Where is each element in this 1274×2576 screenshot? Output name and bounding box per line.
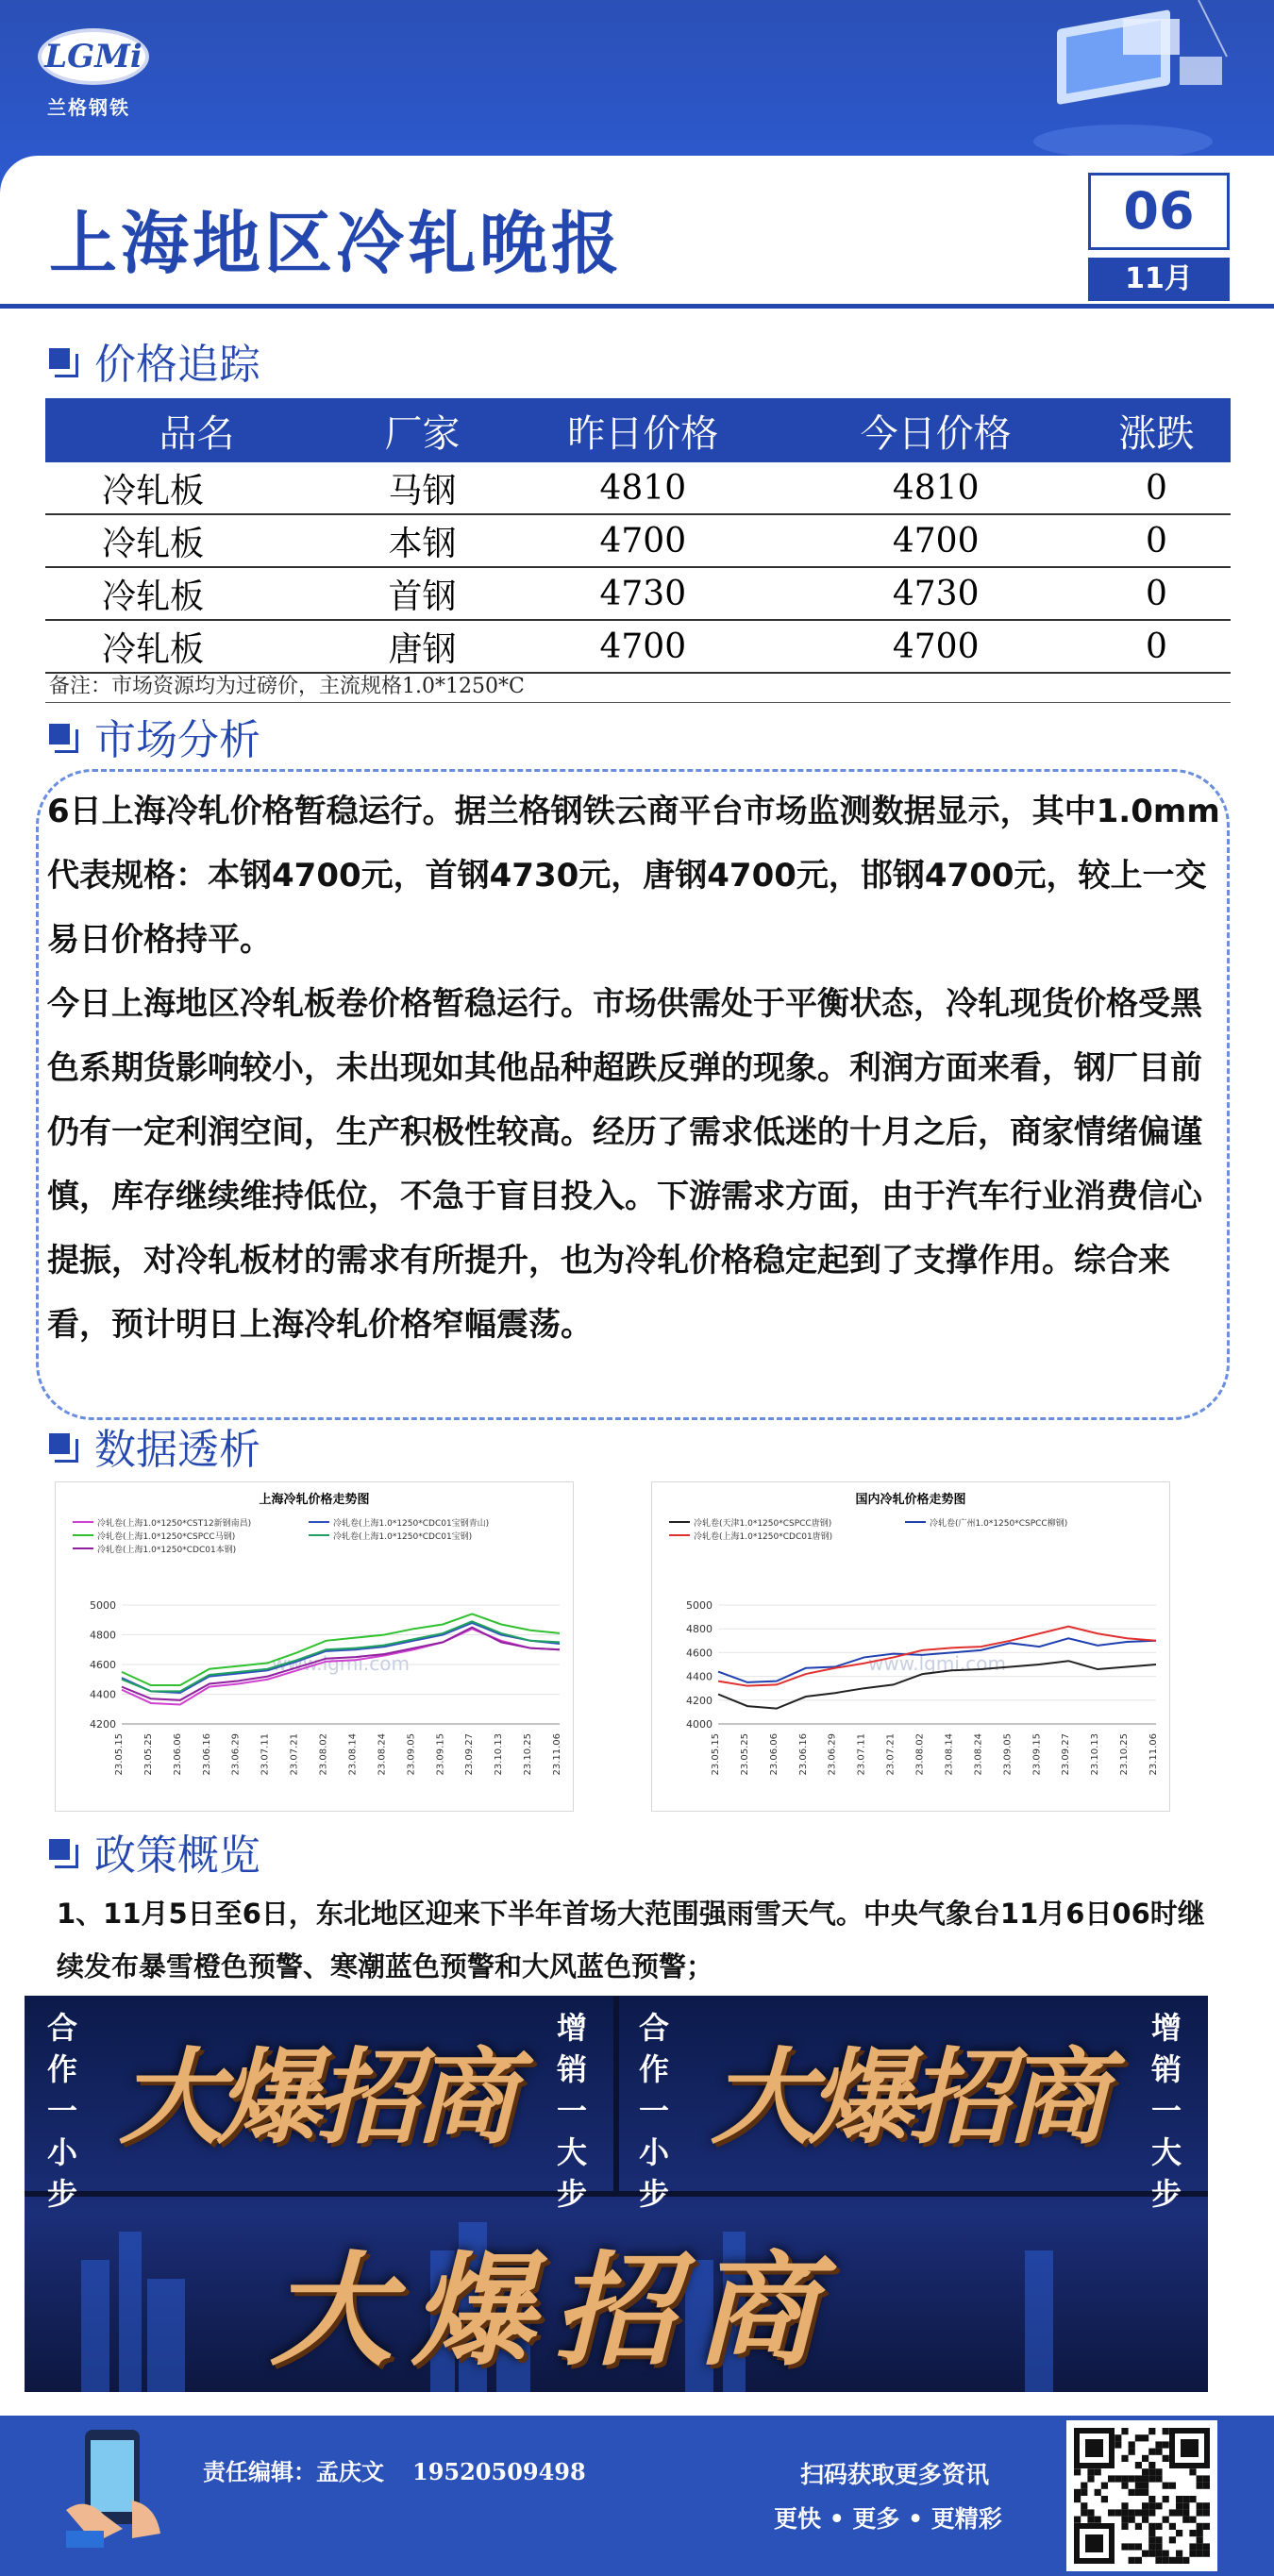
qr-module — [1203, 2543, 1210, 2550]
x-tick-label: 23.05.25 — [142, 1733, 154, 1776]
qr-module — [1155, 2523, 1162, 2530]
qr-module — [1197, 2523, 1203, 2530]
qr-module — [1163, 2496, 1169, 2502]
editor-name: 孟庆文 — [316, 2458, 384, 2485]
qr-module — [1197, 2551, 1203, 2557]
qr-module — [1129, 2489, 1135, 2496]
banner-title-3: 大爆招商 — [270, 2238, 837, 2383]
qr-module — [1148, 2468, 1155, 2475]
qr-module — [1135, 2462, 1142, 2468]
qr-module — [1135, 2543, 1142, 2550]
x-tick-label: 23.07.21 — [885, 1733, 897, 1776]
section-price-title: 价格追踪 — [94, 341, 260, 389]
qr-module — [1081, 2502, 1087, 2509]
qr-module — [1203, 2475, 1210, 2482]
cell: 4810 — [496, 462, 789, 514]
qr-module — [1148, 2502, 1155, 2509]
qr-module — [1115, 2509, 1121, 2516]
qr-module — [1176, 2496, 1182, 2502]
qr-module — [1182, 2517, 1189, 2523]
slogan-char: 小 — [46, 2134, 77, 2170]
note-divider — [45, 702, 1231, 703]
date-day: 06 — [1088, 173, 1230, 250]
table-row — [45, 620, 1231, 673]
qr-module — [1074, 2517, 1081, 2523]
cell: 0 — [1082, 567, 1231, 620]
qr-module — [1203, 2483, 1210, 2489]
x-tick-label: 23.09.15 — [435, 1733, 446, 1776]
col-header: 昨日价格 — [496, 398, 789, 462]
slogan-char: 一 — [1150, 2093, 1182, 2129]
qr-module — [1148, 2523, 1155, 2530]
qr-module — [1182, 2502, 1189, 2509]
qr-module — [1095, 2489, 1101, 2496]
cell: 4700 — [496, 514, 789, 567]
editor-label: 责任编辑： — [203, 2458, 316, 2485]
qr-module — [1163, 2428, 1169, 2434]
qr-module — [1148, 2551, 1155, 2557]
qr-module — [1169, 2557, 1176, 2564]
qr-module — [1129, 2509, 1135, 2516]
table-row — [45, 567, 1231, 620]
qr-module — [1087, 2468, 1094, 2475]
qr-module — [1142, 2468, 1148, 2475]
section-price-heading — [49, 338, 260, 389]
qr-module — [1163, 2551, 1169, 2557]
slogan-char: 增 — [1150, 2010, 1182, 2046]
slogan-char: 步 — [1150, 2176, 1182, 2212]
qr-module — [1121, 2483, 1128, 2489]
qr-module — [1135, 2475, 1142, 2482]
legend-label: 冷轧卷(广州1.0*1250*CSPCC柳钢) — [930, 1519, 1068, 1529]
qr-module — [1101, 2483, 1108, 2489]
qr-module — [1197, 2536, 1203, 2543]
laptop-illustration-icon — [1010, 0, 1246, 165]
banner-left-slogan-1 — [43, 2007, 81, 2215]
x-tick-label: 23.10.25 — [1119, 1733, 1131, 1776]
x-tick-label: 23.08.24 — [377, 1733, 388, 1776]
cell: 冷轧板 — [45, 567, 348, 620]
slogan-char: 小 — [638, 2134, 669, 2170]
qr-module — [1087, 2517, 1094, 2523]
y-tick-label: 4600 — [90, 1659, 116, 1671]
qr-module — [1189, 2530, 1196, 2536]
qr-module — [1074, 2489, 1081, 2496]
qr-module — [1148, 2509, 1155, 2516]
col-header: 涨跌 — [1082, 398, 1231, 462]
qr-module — [1148, 2462, 1155, 2468]
cell: 唐钢 — [348, 620, 496, 673]
table-row — [45, 462, 1231, 514]
qr-module — [1197, 2475, 1203, 2482]
section-square-icon — [49, 1839, 74, 1864]
policy-text: 1、11月5日至6日，东北地区迎来下半年首场大范围强雨雪天气。中央气象台11月6日06时继续发布暴雪橙色预警、寒潮蓝色预警和大风蓝色预警； — [57, 1898, 1205, 1982]
slogan-char: 一 — [46, 2093, 77, 2129]
qr-module — [1142, 2517, 1148, 2523]
section-data-title: 数据透析 — [94, 1426, 260, 1474]
y-tick-label: 4000 — [686, 1718, 712, 1731]
analysis-paragraph-2: 今日上海地区冷轧板卷价格暂稳运行。市场供需处于平衡状态，冷轧现货价格受黑色系期货影响较小，未出现如其他品种超跌反弹的现象。利润方面来看，钢厂目前仍有一定利润空间，生产积极性较高。经历了需求低迷的十月之后，商家情绪偏谨慎，库存继续维持低位，不急于盲目投入。下游需求方面，由于汽车行业消费信心提振，对冷轧板材的需求有所提升，也为冷轧价格稳定起到了支撑作用。综合来看，预计明日上海冷轧价格窄幅震荡。 — [47, 985, 1202, 1344]
qr-module — [1169, 2523, 1176, 2530]
cell: 4700 — [789, 620, 1081, 673]
qr-module — [1129, 2517, 1135, 2523]
qr-module — [1155, 2441, 1162, 2448]
x-tick-label: 23.08.14 — [944, 1733, 955, 1776]
qr-module — [1182, 2557, 1189, 2564]
y-tick-label: 4800 — [90, 1629, 116, 1642]
legend-label: 冷轧卷(上海1.0*1250*CDC01宝钢青山) — [333, 1519, 490, 1529]
qr-module — [1155, 2449, 1162, 2455]
qr-module — [1148, 2428, 1155, 2434]
slogan-char: 大 — [1150, 2134, 1182, 2170]
qr-module — [1115, 2441, 1121, 2448]
cell: 本钢 — [348, 514, 496, 567]
y-tick-label: 4200 — [90, 1718, 116, 1731]
slogan-char: 步 — [46, 2176, 77, 2212]
qr-module — [1176, 2502, 1182, 2509]
qr-module — [1197, 2509, 1203, 2516]
qr-module — [1197, 2543, 1203, 2550]
legend-label: 冷轧卷(天津1.0*1250*CSPCC唐钢) — [694, 1519, 832, 1529]
x-tick-label: 23.07.11 — [856, 1733, 867, 1776]
qr-finder-core — [1181, 2439, 1199, 2457]
chart-watermark: www.lgmi.com — [868, 1652, 1006, 1675]
section-market-title: 市场分析 — [94, 716, 260, 764]
qr-module — [1203, 2502, 1210, 2509]
slogan-char: 步 — [556, 2176, 587, 2212]
qr-module — [1121, 2455, 1128, 2462]
qr-module — [1182, 2496, 1189, 2502]
x-tick-label: 23.10.13 — [1090, 1733, 1101, 1776]
x-tick-label: 23.11.06 — [1148, 1733, 1159, 1776]
footer-editor — [203, 2453, 586, 2486]
banner-title-2: 大爆招商 — [711, 2036, 1103, 2158]
qr-module — [1142, 2502, 1148, 2509]
qr-module — [1197, 2483, 1203, 2489]
qr-module — [1142, 2455, 1148, 2462]
legend-label: 冷轧卷(上海1.0*1250*CST12新钢南昌) — [97, 1519, 252, 1529]
qr-module — [1135, 2483, 1142, 2489]
x-tick-label: 23.09.15 — [1031, 1733, 1043, 1776]
legend-label: 冷轧卷(上海1.0*1250*CSPCC马钢) — [97, 1532, 236, 1542]
x-tick-label: 23.06.06 — [768, 1733, 779, 1776]
qr-module — [1169, 2509, 1176, 2516]
slogan-char: 增 — [556, 2010, 587, 2046]
qr-module — [1163, 2455, 1169, 2462]
slogan-char: 合 — [638, 2010, 669, 2046]
qr-module — [1163, 2517, 1169, 2523]
qr-module — [1203, 2509, 1210, 2516]
qr-module — [1121, 2543, 1128, 2550]
qr-module — [1115, 2475, 1121, 2482]
slogan-char: 一 — [556, 2093, 587, 2129]
slogan-char: 作 — [46, 2051, 77, 2087]
cell: 0 — [1082, 620, 1231, 673]
qr-finder-core — [1085, 2534, 1103, 2552]
y-tick-label: 4400 — [686, 1670, 712, 1683]
x-tick-label: 23.06.29 — [827, 1733, 838, 1776]
x-tick-label: 23.07.11 — [260, 1733, 271, 1776]
qr-module — [1197, 2502, 1203, 2509]
y-tick-label: 4200 — [686, 1694, 712, 1707]
qr-module — [1135, 2509, 1142, 2516]
slogan-char: 合 — [46, 2010, 77, 2046]
qr-module — [1101, 2496, 1108, 2502]
date-box — [1088, 173, 1230, 299]
price-table — [45, 398, 1231, 674]
qr-module — [1176, 2509, 1182, 2516]
slogan-char: 一 — [638, 2093, 669, 2129]
cell: 首钢 — [348, 567, 496, 620]
x-tick-label: 23.08.14 — [347, 1733, 359, 1776]
qr-module — [1129, 2557, 1135, 2564]
banner-title-1: 大爆招商 — [119, 2036, 511, 2158]
footer-slogan: 更快 • 更多 • 更精彩 — [774, 2505, 1002, 2533]
qr-module — [1148, 2496, 1155, 2502]
slogan-char: 步 — [638, 2176, 669, 2212]
chart-watermark: www.lgmi.com — [272, 1652, 410, 1675]
x-tick-label: 23.06.29 — [230, 1733, 242, 1776]
promo-banner[interactable] — [25, 1996, 1208, 2392]
section-square-icon — [49, 1433, 74, 1458]
y-tick-label: 4600 — [686, 1647, 712, 1660]
qr-module — [1095, 2468, 1101, 2475]
qr-module — [1155, 2536, 1162, 2543]
qr-module — [1142, 2551, 1148, 2557]
qr-module — [1108, 2475, 1115, 2482]
qr-module — [1163, 2557, 1169, 2564]
slogan-char: 大 — [556, 2134, 587, 2170]
qr-module — [1148, 2530, 1155, 2536]
section-data-heading — [49, 1423, 260, 1474]
qr-module — [1087, 2509, 1094, 2516]
col-header: 今日价格 — [789, 398, 1081, 462]
x-tick-label: 23.05.25 — [739, 1733, 750, 1776]
qr-module — [1074, 2468, 1081, 2475]
x-tick-label: 23.11.06 — [552, 1733, 562, 1776]
qr-module — [1148, 2449, 1155, 2455]
qr-module — [1197, 2530, 1203, 2536]
x-tick-label: 23.09.27 — [464, 1733, 476, 1776]
cell: 0 — [1082, 514, 1231, 567]
x-tick-label: 23.05.15 — [711, 1733, 721, 1776]
qr-code-icon[interactable] — [1066, 2420, 1217, 2571]
qr-module — [1081, 2509, 1087, 2516]
qr-finder-core — [1085, 2439, 1103, 2457]
qr-module — [1129, 2475, 1135, 2482]
y-tick-label: 4400 — [90, 1688, 116, 1701]
qr-module — [1189, 2468, 1196, 2475]
banner-right-slogan-1 — [553, 2007, 591, 2215]
section-policy-heading — [49, 1829, 260, 1880]
title-divider — [0, 304, 1274, 309]
x-tick-label: 23.09.05 — [1002, 1733, 1014, 1776]
y-tick-label: 5000 — [90, 1599, 116, 1612]
cell: 4730 — [789, 567, 1081, 620]
cell: 冷轧板 — [45, 514, 348, 567]
table-header-row — [45, 398, 1231, 462]
x-tick-label: 23.06.16 — [201, 1733, 212, 1776]
qr-module — [1087, 2475, 1094, 2482]
qr-module — [1135, 2489, 1142, 2496]
brand-logo — [38, 28, 179, 132]
section-square-icon — [49, 724, 74, 748]
qr-module — [1189, 2551, 1196, 2557]
legend-label: 冷轧卷(上海1.0*1250*CDC01唐钢) — [694, 1532, 833, 1542]
qr-module — [1155, 2475, 1162, 2482]
qr-module — [1129, 2441, 1135, 2448]
qr-module — [1121, 2502, 1128, 2509]
qr-module — [1155, 2557, 1162, 2564]
qr-module — [1121, 2428, 1128, 2434]
y-tick-label: 5000 — [686, 1599, 712, 1612]
section-market-heading — [49, 713, 260, 764]
cell: 冷轧板 — [45, 462, 348, 514]
qr-module — [1135, 2434, 1142, 2441]
qr-module — [1121, 2523, 1128, 2530]
x-tick-label: 23.08.02 — [318, 1733, 329, 1776]
legend-label: 冷轧卷(上海1.0*1250*CDC01本钢) — [97, 1546, 237, 1555]
qr-module — [1203, 2523, 1210, 2530]
qr-module — [1095, 2517, 1101, 2523]
qr-module — [1142, 2434, 1148, 2441]
table-row — [45, 514, 1231, 567]
x-tick-label: 23.07.21 — [289, 1733, 300, 1776]
x-tick-label: 23.06.06 — [172, 1733, 183, 1776]
slogan-char: 销 — [556, 2051, 587, 2087]
logo-subtitle: 兰格钢铁 — [47, 96, 130, 119]
col-header: 品名 — [45, 398, 348, 462]
qr-module — [1129, 2449, 1135, 2455]
qr-module — [1169, 2483, 1176, 2489]
shanghai-price-chart — [55, 1481, 574, 1812]
banner-right-slogan-2 — [1148, 2007, 1185, 2215]
qr-module — [1176, 2530, 1182, 2536]
qr-module — [1182, 2509, 1189, 2516]
qr-module — [1155, 2551, 1162, 2557]
editor-phone: 19520509498 — [412, 2458, 586, 2485]
qr-module — [1108, 2509, 1115, 2516]
x-tick-label: 23.09.27 — [1061, 1733, 1072, 1776]
qr-module — [1148, 2475, 1155, 2482]
x-tick-label: 23.08.02 — [914, 1733, 926, 1776]
cell: 4730 — [496, 567, 789, 620]
qr-module — [1148, 2536, 1155, 2543]
qr-module — [1142, 2475, 1148, 2482]
cell: 冷轧板 — [45, 620, 348, 673]
chart-title: 国内冷轧价格走势图 — [855, 1493, 966, 1507]
qr-module — [1155, 2468, 1162, 2475]
cell: 4700 — [496, 620, 789, 673]
cell: 0 — [1082, 462, 1231, 514]
qr-module — [1163, 2441, 1169, 2448]
qr-module — [1189, 2543, 1196, 2550]
qr-module — [1135, 2557, 1142, 2564]
slogan-char: 作 — [638, 2051, 669, 2087]
qr-module — [1115, 2434, 1121, 2441]
phone-hand-icon — [66, 2425, 170, 2548]
x-tick-label: 23.10.25 — [523, 1733, 534, 1776]
slogan-char: 销 — [1150, 2051, 1182, 2087]
x-tick-label: 23.09.05 — [406, 1733, 417, 1776]
qr-module — [1142, 2489, 1148, 2496]
date-month: 11月 — [1088, 258, 1230, 301]
section-policy-title: 政策概览 — [94, 1832, 260, 1880]
qr-module — [1074, 2496, 1081, 2502]
x-tick-label: 23.06.16 — [797, 1733, 809, 1776]
qr-module — [1155, 2502, 1162, 2509]
analysis-paragraph-1: 6日上海冷轧价格暂稳运行。据兰格钢铁云商平台市场监测数据显示，其中1.0mm代表规格：本钢4700元，首钢4730元，唐钢4700元，邯钢4700元，较上一交易日价格持平。 — [47, 793, 1220, 959]
logo-badge: LGMi — [38, 28, 149, 85]
qr-module — [1176, 2557, 1182, 2564]
qr-module — [1129, 2543, 1135, 2550]
cell: 4810 — [789, 462, 1081, 514]
qr-module — [1163, 2483, 1169, 2489]
x-tick-label: 23.05.15 — [114, 1733, 125, 1776]
footer-scan-text: 扫码获取更多资讯 — [800, 2461, 990, 2488]
domestic-price-chart — [651, 1481, 1170, 1812]
qr-module — [1203, 2551, 1210, 2557]
legend-label: 冷轧卷(上海1.0*1250*CDC01宝钢) — [333, 1532, 473, 1542]
x-tick-label: 23.08.24 — [973, 1733, 984, 1776]
price-note: 备注：市场资源均为过磅价，主流规格1.0*1250*C — [49, 675, 525, 698]
y-tick-label: 4800 — [686, 1623, 712, 1636]
qr-module — [1081, 2483, 1087, 2489]
qr-module — [1121, 2517, 1128, 2523]
cell: 4700 — [789, 514, 1081, 567]
qr-module — [1189, 2517, 1196, 2523]
qr-module — [1121, 2509, 1128, 2516]
qr-module — [1176, 2551, 1182, 2557]
page-title: 上海地区冷轧晚报 — [49, 203, 624, 283]
qr-module — [1121, 2475, 1128, 2482]
qr-module — [1142, 2509, 1148, 2516]
section-square-icon — [49, 348, 74, 373]
qr-module — [1135, 2523, 1142, 2530]
qr-module — [1155, 2543, 1162, 2550]
banner-left-slogan-2 — [635, 2007, 673, 2215]
qr-module — [1189, 2496, 1196, 2502]
qr-module — [1169, 2536, 1176, 2543]
chart-title: 上海冷轧价格走势图 — [259, 1493, 370, 1507]
cell: 马钢 — [348, 462, 496, 514]
col-header: 厂家 — [348, 398, 496, 462]
qr-module — [1081, 2489, 1087, 2496]
qr-module — [1148, 2543, 1155, 2550]
qr-module — [1142, 2483, 1148, 2489]
x-tick-label: 23.10.13 — [494, 1733, 505, 1776]
